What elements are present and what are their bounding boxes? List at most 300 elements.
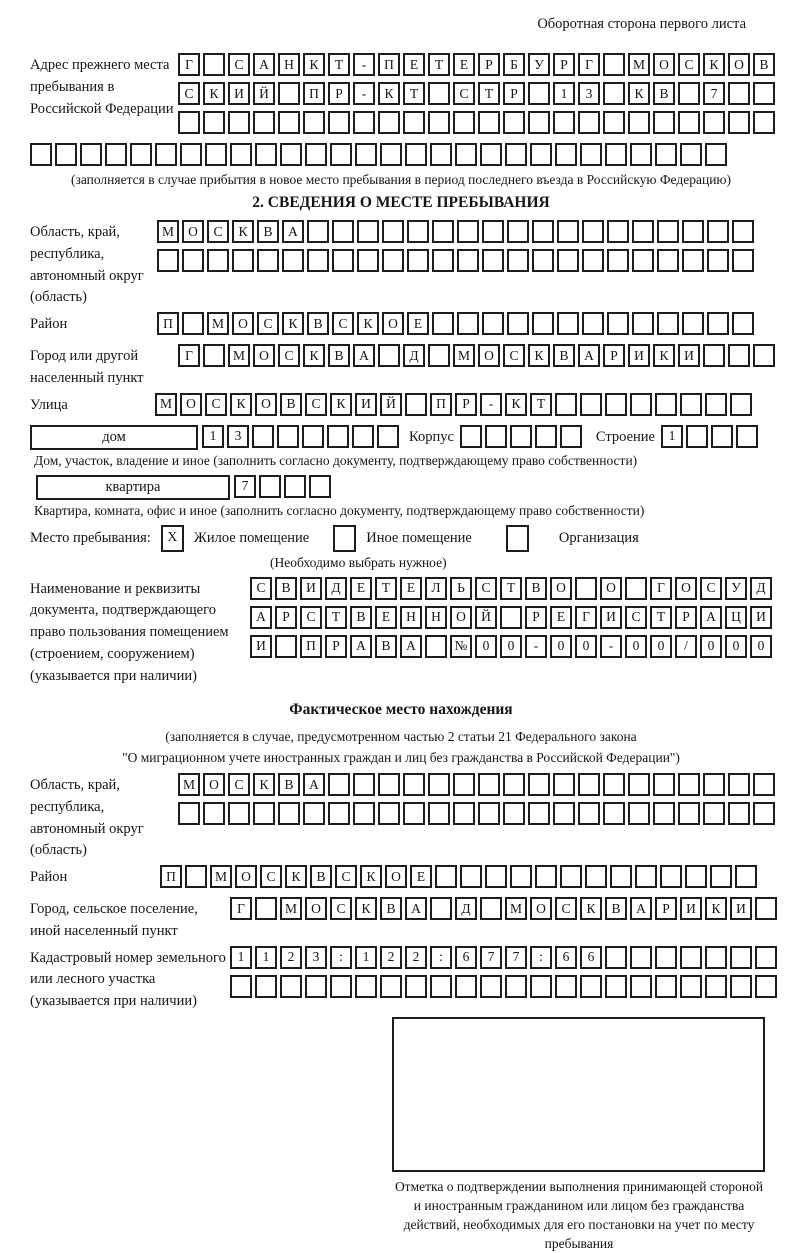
char-box[interactable] xyxy=(430,975,452,998)
char-box[interactable] xyxy=(480,143,502,166)
char-box[interactable] xyxy=(182,312,204,335)
char-box[interactable] xyxy=(157,249,179,272)
char-box[interactable]: Р xyxy=(275,606,297,629)
char-box[interactable]: А xyxy=(282,220,304,243)
char-box[interactable] xyxy=(500,606,522,629)
char-box[interactable]: 1 xyxy=(230,946,252,969)
char-box[interactable] xyxy=(710,865,732,888)
actual-city-row[interactable] xyxy=(230,897,777,920)
char-box[interactable]: О xyxy=(255,393,277,416)
char-box[interactable]: О xyxy=(385,865,407,888)
char-box[interactable]: О xyxy=(653,53,675,76)
char-box[interactable] xyxy=(203,111,225,134)
char-box[interactable] xyxy=(503,773,525,796)
char-box[interactable]: К xyxy=(505,393,527,416)
char-box[interactable] xyxy=(755,946,777,969)
char-box[interactable] xyxy=(657,220,679,243)
char-box[interactable]: И xyxy=(680,897,702,920)
char-box[interactable]: Р xyxy=(503,82,525,105)
char-box[interactable]: С xyxy=(207,220,229,243)
char-box[interactable]: К xyxy=(360,865,382,888)
char-box[interactable]: № xyxy=(450,635,472,658)
char-box[interactable]: И xyxy=(628,344,650,367)
char-box[interactable] xyxy=(755,897,777,920)
char-box[interactable]: - xyxy=(600,635,622,658)
char-box[interactable]: Г xyxy=(178,53,200,76)
char-box[interactable]: К xyxy=(303,344,325,367)
document-row-2[interactable] xyxy=(250,606,772,629)
apartment-box[interactable]: квартира xyxy=(36,475,230,500)
char-box[interactable]: М xyxy=(155,393,177,416)
char-box[interactable]: Ь xyxy=(450,577,472,600)
char-box[interactable] xyxy=(403,802,425,825)
actual-region-row-2[interactable] xyxy=(178,802,775,825)
actual-district-row[interactable] xyxy=(160,865,757,888)
char-box[interactable]: П xyxy=(378,53,400,76)
char-box[interactable] xyxy=(455,143,477,166)
char-box[interactable] xyxy=(578,111,600,134)
char-box[interactable] xyxy=(707,220,729,243)
char-box[interactable]: М xyxy=(157,220,179,243)
char-box[interactable] xyxy=(482,220,504,243)
char-box[interactable] xyxy=(682,220,704,243)
char-box[interactable]: А xyxy=(253,53,275,76)
char-box[interactable] xyxy=(635,865,657,888)
char-box[interactable]: С xyxy=(332,312,354,335)
char-box[interactable] xyxy=(685,865,707,888)
char-box[interactable] xyxy=(382,249,404,272)
char-box[interactable]: К xyxy=(653,344,675,367)
prev-address-row-2[interactable] xyxy=(178,82,775,105)
char-box[interactable]: Н xyxy=(425,606,447,629)
char-box[interactable] xyxy=(407,220,429,243)
char-box[interactable]: А xyxy=(250,606,272,629)
char-box[interactable]: К xyxy=(282,312,304,335)
char-box[interactable] xyxy=(307,220,329,243)
char-box[interactable]: В xyxy=(307,312,329,335)
char-box[interactable] xyxy=(378,111,400,134)
char-box[interactable]: М xyxy=(453,344,475,367)
char-box[interactable]: В xyxy=(605,897,627,920)
char-box[interactable] xyxy=(553,111,575,134)
char-box[interactable] xyxy=(560,425,582,448)
char-box[interactable]: К xyxy=(703,53,725,76)
char-box[interactable] xyxy=(632,220,654,243)
char-box[interactable]: 0 xyxy=(750,635,772,658)
char-box[interactable]: : xyxy=(430,946,452,969)
char-box[interactable]: О xyxy=(253,344,275,367)
char-box[interactable] xyxy=(553,773,575,796)
char-box[interactable]: - xyxy=(525,635,547,658)
char-box[interactable]: Б xyxy=(503,53,525,76)
document-row-1[interactable] xyxy=(250,577,772,600)
char-box[interactable]: О xyxy=(550,577,572,600)
char-box[interactable] xyxy=(182,249,204,272)
char-box[interactable]: И xyxy=(250,635,272,658)
char-box[interactable] xyxy=(432,220,454,243)
char-box[interactable] xyxy=(625,577,647,600)
char-box[interactable] xyxy=(305,975,327,998)
char-box[interactable] xyxy=(532,249,554,272)
char-box[interactable]: 0 xyxy=(725,635,747,658)
char-box[interactable] xyxy=(277,425,299,448)
char-box[interactable] xyxy=(485,425,507,448)
char-box[interactable]: О xyxy=(728,53,750,76)
char-box[interactable] xyxy=(730,946,752,969)
char-box[interactable] xyxy=(553,802,575,825)
char-box[interactable] xyxy=(603,82,625,105)
char-box[interactable] xyxy=(428,773,450,796)
char-box[interactable] xyxy=(380,143,402,166)
char-box[interactable]: М xyxy=(505,897,527,920)
char-box[interactable] xyxy=(630,975,652,998)
char-box[interactable] xyxy=(680,393,702,416)
char-box[interactable]: О xyxy=(450,606,472,629)
char-box[interactable]: М xyxy=(280,897,302,920)
char-box[interactable] xyxy=(628,773,650,796)
char-box[interactable] xyxy=(228,111,250,134)
stroenie-boxes[interactable] xyxy=(661,425,758,448)
char-box[interactable] xyxy=(703,802,725,825)
char-box[interactable] xyxy=(603,802,625,825)
char-box[interactable] xyxy=(328,773,350,796)
char-box[interactable] xyxy=(560,865,582,888)
char-box[interactable] xyxy=(582,249,604,272)
char-box[interactable]: 2 xyxy=(380,946,402,969)
char-box[interactable] xyxy=(178,802,200,825)
char-box[interactable] xyxy=(185,865,207,888)
char-box[interactable] xyxy=(330,975,352,998)
char-box[interactable]: : xyxy=(330,946,352,969)
char-box[interactable] xyxy=(327,425,349,448)
char-box[interactable]: И xyxy=(228,82,250,105)
char-box[interactable]: С xyxy=(278,344,300,367)
cadastral-row-2[interactable] xyxy=(230,975,777,998)
char-box[interactable] xyxy=(728,344,750,367)
char-box[interactable] xyxy=(605,946,627,969)
char-box[interactable]: Т xyxy=(500,577,522,600)
char-box[interactable] xyxy=(530,975,552,998)
char-box[interactable]: Р xyxy=(328,82,350,105)
char-box[interactable] xyxy=(255,897,277,920)
char-box[interactable]: Й xyxy=(380,393,402,416)
korpus-boxes[interactable] xyxy=(460,425,582,448)
char-box[interactable] xyxy=(678,111,700,134)
char-box[interactable] xyxy=(530,143,552,166)
char-box[interactable] xyxy=(603,53,625,76)
char-box[interactable]: М xyxy=(178,773,200,796)
char-box[interactable] xyxy=(503,802,525,825)
char-box[interactable] xyxy=(482,312,504,335)
char-box[interactable] xyxy=(655,143,677,166)
char-box[interactable] xyxy=(405,975,427,998)
char-box[interactable]: О xyxy=(232,312,254,335)
char-box[interactable]: Р xyxy=(525,606,547,629)
char-box[interactable]: 2 xyxy=(405,946,427,969)
char-box[interactable] xyxy=(532,220,554,243)
char-box[interactable] xyxy=(428,82,450,105)
char-box[interactable]: - xyxy=(353,82,375,105)
char-box[interactable]: 3 xyxy=(227,425,249,448)
char-box[interactable] xyxy=(655,975,677,998)
char-box[interactable] xyxy=(730,975,752,998)
char-box[interactable]: Т xyxy=(403,82,425,105)
char-box[interactable]: Т xyxy=(478,82,500,105)
char-box[interactable]: 7 xyxy=(480,946,502,969)
char-box[interactable] xyxy=(735,865,757,888)
char-box[interactable]: С xyxy=(503,344,525,367)
char-box[interactable] xyxy=(55,143,77,166)
char-box[interactable]: И xyxy=(750,606,772,629)
char-box[interactable] xyxy=(628,802,650,825)
house-box[interactable]: дом xyxy=(30,425,198,450)
char-box[interactable]: И xyxy=(678,344,700,367)
char-box[interactable] xyxy=(405,393,427,416)
char-box[interactable]: М xyxy=(207,312,229,335)
char-box[interactable] xyxy=(460,425,482,448)
char-box[interactable]: 1 xyxy=(355,946,377,969)
char-box[interactable]: П xyxy=(157,312,179,335)
char-box[interactable]: С xyxy=(330,897,352,920)
char-box[interactable] xyxy=(657,312,679,335)
char-box[interactable]: И xyxy=(300,577,322,600)
char-box[interactable] xyxy=(328,111,350,134)
char-box[interactable]: Р xyxy=(603,344,625,367)
char-box[interactable] xyxy=(603,111,625,134)
char-box[interactable]: У xyxy=(725,577,747,600)
char-box[interactable] xyxy=(303,111,325,134)
char-box[interactable]: В xyxy=(380,897,402,920)
char-box[interactable] xyxy=(228,802,250,825)
char-box[interactable]: Т xyxy=(328,53,350,76)
char-box[interactable] xyxy=(430,143,452,166)
char-box[interactable] xyxy=(278,82,300,105)
char-box[interactable] xyxy=(730,393,752,416)
char-box[interactable]: Г xyxy=(178,344,200,367)
char-box[interactable]: О xyxy=(203,773,225,796)
char-box[interactable]: К xyxy=(528,344,550,367)
char-box[interactable]: В xyxy=(653,82,675,105)
char-box[interactable] xyxy=(705,143,727,166)
char-box[interactable] xyxy=(653,773,675,796)
char-box[interactable] xyxy=(607,220,629,243)
char-box[interactable]: - xyxy=(353,53,375,76)
char-box[interactable] xyxy=(580,393,602,416)
char-box[interactable] xyxy=(357,220,379,243)
char-box[interactable] xyxy=(507,220,529,243)
char-box[interactable]: 6 xyxy=(555,946,577,969)
char-box[interactable]: К xyxy=(230,393,252,416)
char-box[interactable]: А xyxy=(400,635,422,658)
char-box[interactable] xyxy=(178,111,200,134)
char-box[interactable] xyxy=(302,425,324,448)
char-box[interactable] xyxy=(407,249,429,272)
char-box[interactable] xyxy=(680,946,702,969)
char-box[interactable]: К xyxy=(357,312,379,335)
char-box[interactable] xyxy=(680,143,702,166)
char-box[interactable] xyxy=(728,111,750,134)
char-box[interactable] xyxy=(705,975,727,998)
char-box[interactable]: Д xyxy=(325,577,347,600)
char-box[interactable] xyxy=(535,865,557,888)
char-box[interactable] xyxy=(705,393,727,416)
char-box[interactable]: А xyxy=(578,344,600,367)
char-box[interactable] xyxy=(753,773,775,796)
char-box[interactable] xyxy=(653,802,675,825)
char-box[interactable]: Г xyxy=(650,577,672,600)
char-box[interactable]: А xyxy=(700,606,722,629)
char-box[interactable]: К xyxy=(355,897,377,920)
char-box[interactable]: 0 xyxy=(700,635,722,658)
char-box[interactable] xyxy=(478,802,500,825)
char-box[interactable]: А xyxy=(405,897,427,920)
char-box[interactable]: Е xyxy=(407,312,429,335)
char-box[interactable] xyxy=(630,946,652,969)
char-box[interactable]: 7 xyxy=(703,82,725,105)
char-box[interactable] xyxy=(528,802,550,825)
char-box[interactable]: А xyxy=(353,344,375,367)
city-row[interactable] xyxy=(178,344,775,367)
char-box[interactable] xyxy=(557,220,579,243)
char-box[interactable]: С xyxy=(228,773,250,796)
char-box[interactable] xyxy=(703,344,725,367)
char-box[interactable]: Р xyxy=(325,635,347,658)
char-box[interactable] xyxy=(657,249,679,272)
char-box[interactable]: Е xyxy=(350,577,372,600)
char-box[interactable] xyxy=(155,143,177,166)
char-box[interactable]: Т xyxy=(375,577,397,600)
char-box[interactable]: В xyxy=(553,344,575,367)
char-box[interactable] xyxy=(259,475,281,498)
char-box[interactable] xyxy=(707,249,729,272)
char-box[interactable]: Т xyxy=(650,606,672,629)
char-box[interactable]: 1 xyxy=(202,425,224,448)
char-box[interactable] xyxy=(535,425,557,448)
char-box[interactable]: Е xyxy=(400,577,422,600)
char-box[interactable]: В xyxy=(275,577,297,600)
char-box[interactable] xyxy=(280,975,302,998)
char-box[interactable] xyxy=(284,475,306,498)
char-box[interactable]: А xyxy=(630,897,652,920)
char-box[interactable] xyxy=(457,312,479,335)
char-box[interactable] xyxy=(303,802,325,825)
char-box[interactable] xyxy=(203,344,225,367)
char-box[interactable] xyxy=(205,143,227,166)
char-box[interactable] xyxy=(403,111,425,134)
char-box[interactable]: С xyxy=(625,606,647,629)
char-box[interactable]: П xyxy=(430,393,452,416)
char-box[interactable] xyxy=(580,975,602,998)
char-box[interactable] xyxy=(453,773,475,796)
char-box[interactable] xyxy=(582,312,604,335)
char-box[interactable] xyxy=(252,425,274,448)
char-box[interactable]: Е xyxy=(375,606,397,629)
char-box[interactable] xyxy=(180,143,202,166)
char-box[interactable] xyxy=(480,897,502,920)
char-box[interactable] xyxy=(80,143,102,166)
char-box[interactable] xyxy=(430,897,452,920)
char-box[interactable] xyxy=(332,249,354,272)
char-box[interactable]: Р xyxy=(655,897,677,920)
char-box[interactable]: 0 xyxy=(650,635,672,658)
char-box[interactable] xyxy=(357,249,379,272)
char-box[interactable] xyxy=(455,975,477,998)
char-box[interactable] xyxy=(678,802,700,825)
char-box[interactable] xyxy=(505,975,527,998)
char-box[interactable] xyxy=(405,143,427,166)
char-box[interactable]: Г xyxy=(578,53,600,76)
char-box[interactable] xyxy=(578,802,600,825)
house-number-boxes[interactable] xyxy=(202,425,399,448)
char-box[interactable] xyxy=(503,111,525,134)
char-box[interactable]: Г xyxy=(575,606,597,629)
char-box[interactable]: Й xyxy=(475,606,497,629)
char-box[interactable] xyxy=(753,802,775,825)
char-box[interactable]: О xyxy=(235,865,257,888)
char-box[interactable] xyxy=(282,249,304,272)
char-box[interactable]: П xyxy=(300,635,322,658)
char-box[interactable]: Д xyxy=(403,344,425,367)
char-box[interactable] xyxy=(457,249,479,272)
char-box[interactable] xyxy=(686,425,708,448)
char-box[interactable]: М xyxy=(628,53,650,76)
char-box[interactable] xyxy=(378,344,400,367)
char-box[interactable] xyxy=(332,220,354,243)
char-box[interactable]: 7 xyxy=(234,475,256,498)
char-box[interactable]: С xyxy=(205,393,227,416)
char-box[interactable] xyxy=(557,312,579,335)
char-box[interactable]: К xyxy=(580,897,602,920)
char-box[interactable] xyxy=(753,344,775,367)
char-box[interactable] xyxy=(378,773,400,796)
char-box[interactable] xyxy=(678,82,700,105)
char-box[interactable] xyxy=(585,865,607,888)
char-box[interactable] xyxy=(330,143,352,166)
char-box[interactable]: С xyxy=(555,897,577,920)
char-box[interactable]: Н xyxy=(278,53,300,76)
char-box[interactable] xyxy=(352,425,374,448)
char-box[interactable]: 7 xyxy=(505,946,527,969)
char-box[interactable] xyxy=(453,802,475,825)
char-box[interactable] xyxy=(278,802,300,825)
char-box[interactable]: Р xyxy=(553,53,575,76)
char-box[interactable] xyxy=(105,143,127,166)
char-box[interactable] xyxy=(655,946,677,969)
char-box[interactable]: Р xyxy=(455,393,477,416)
char-box[interactable] xyxy=(355,975,377,998)
char-box[interactable] xyxy=(428,344,450,367)
char-box[interactable] xyxy=(732,312,754,335)
char-box[interactable] xyxy=(603,773,625,796)
char-box[interactable] xyxy=(353,111,375,134)
char-box[interactable]: О xyxy=(478,344,500,367)
char-box[interactable] xyxy=(425,635,447,658)
char-box[interactable]: С xyxy=(228,53,250,76)
char-box[interactable] xyxy=(428,111,450,134)
char-box[interactable] xyxy=(230,143,252,166)
char-box[interactable]: Д xyxy=(750,577,772,600)
char-box[interactable]: О xyxy=(382,312,404,335)
char-box[interactable]: С xyxy=(257,312,279,335)
char-box[interactable] xyxy=(478,773,500,796)
char-box[interactable]: В xyxy=(280,393,302,416)
char-box[interactable]: О xyxy=(530,897,552,920)
region-row-1[interactable] xyxy=(157,220,754,243)
char-box[interactable]: К xyxy=(285,865,307,888)
char-box[interactable]: В xyxy=(350,606,372,629)
char-box[interactable]: - xyxy=(480,393,502,416)
char-box[interactable]: К xyxy=(253,773,275,796)
